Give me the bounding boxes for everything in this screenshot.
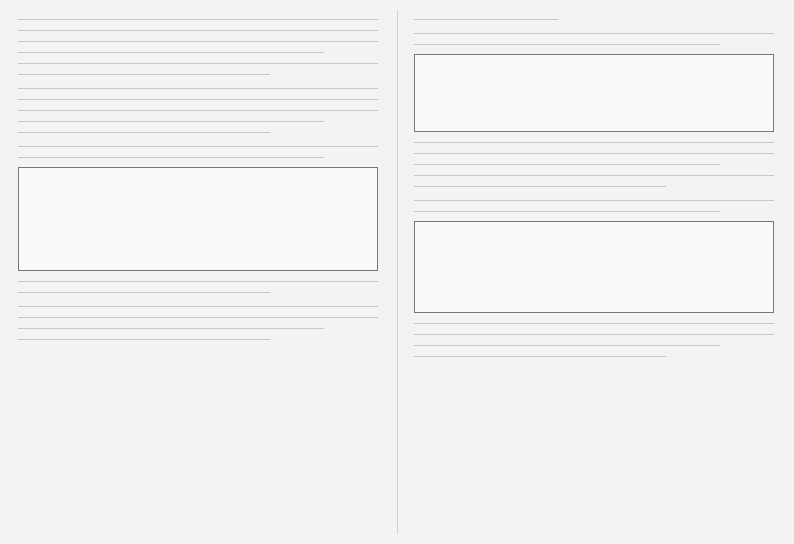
- question-block-21: [414, 29, 774, 190]
- right-column: [414, 12, 774, 528]
- question-block-18: [18, 84, 378, 136]
- question-block-17: [18, 15, 378, 78]
- figure-gel-electrophoresis: [414, 221, 774, 313]
- figure-bar-chart-right: [414, 54, 774, 132]
- question-block-20: [18, 302, 378, 343]
- question-block-22: [414, 196, 774, 360]
- question-block-19: [18, 142, 378, 296]
- left-column: [18, 12, 378, 528]
- figure-bar-chart-left: [18, 167, 378, 271]
- section-three-header: [414, 15, 774, 23]
- page-footer: [0, 527, 794, 538]
- column-divider: [397, 10, 398, 534]
